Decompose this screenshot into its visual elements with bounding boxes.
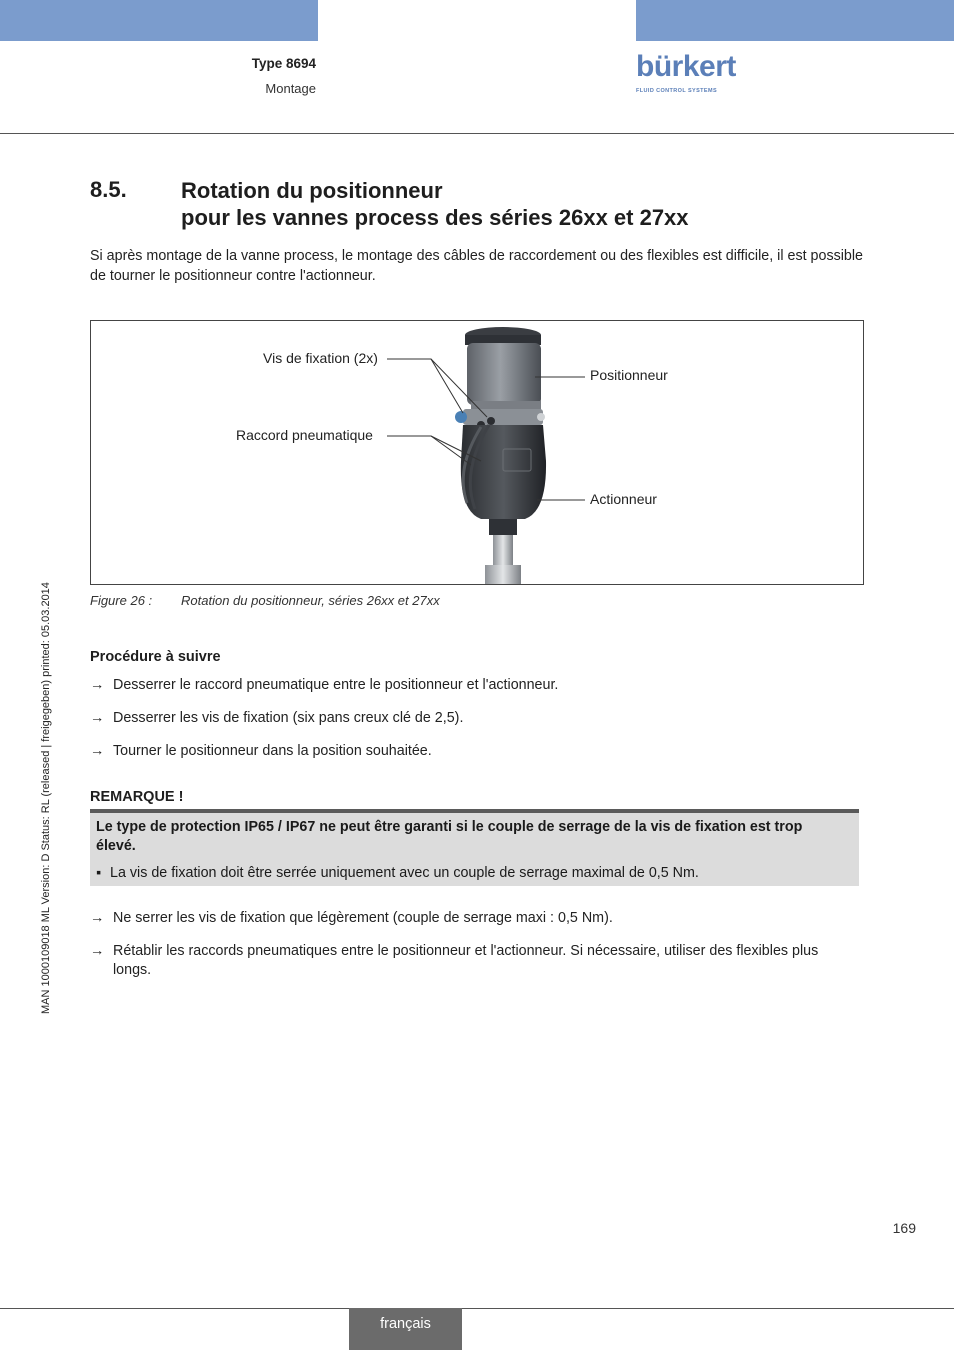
connection-block xyxy=(463,409,543,425)
arrow-icon: → xyxy=(90,943,105,959)
valve-base xyxy=(485,565,521,585)
label-actuator: Actionneur xyxy=(590,491,657,507)
figure-caption-number: Figure 26 : xyxy=(90,593,153,608)
valve-stem xyxy=(493,535,513,565)
positioner-illustration xyxy=(91,321,864,585)
step-text: Rétablir les raccords pneumatiques entre le positionneur et l'actionneur. Si nécessaire, utiliser des flexibles plus longs. xyxy=(113,943,819,978)
header-band-right xyxy=(636,0,954,41)
arrow-icon: → xyxy=(90,677,105,693)
logo-tagline: FLUID CONTROL SYSTEMS xyxy=(636,88,718,94)
chapter-label: Montage xyxy=(265,81,316,96)
step-text: Desserrer le raccord pneumatique entre le positionneur et l'actionneur. xyxy=(113,677,559,693)
step-text: Tourner le positionneur dans la position souhaitée. xyxy=(113,743,432,759)
label-screws: Vis de fixation (2x) xyxy=(263,350,378,366)
note-box xyxy=(90,809,859,886)
section-title-line2: pour les vannes process des séries 26xx et 27xx xyxy=(181,205,689,230)
port-1 xyxy=(487,417,495,425)
header-divider xyxy=(0,133,954,134)
label-positioner: Positionneur xyxy=(590,367,668,383)
procedure-step xyxy=(90,942,860,980)
section-title-line1: Rotation du positionneur xyxy=(181,178,443,203)
procedure-step xyxy=(90,709,860,728)
stem-collar xyxy=(489,519,517,535)
screw-right xyxy=(537,413,545,421)
page-number: 169 xyxy=(892,1220,916,1236)
procedure-step xyxy=(90,676,860,695)
leader-pneumatic xyxy=(387,436,471,465)
figure-box xyxy=(90,320,864,585)
note-bullet-text: La vis de fixation doit être serrée uniquement avec un couple de serrage maximal de 0,5 Nm. xyxy=(110,865,699,881)
screw-left xyxy=(455,411,467,423)
bullet-icon: ▪ xyxy=(96,865,102,881)
language-tab[interactable]: français xyxy=(349,1308,462,1350)
section-number: 8.5. xyxy=(90,177,127,202)
step-text: Ne serrer les vis de fixation que légèrement (couple de serrage maxi : 0,5 Nm). xyxy=(113,910,613,926)
label-pneumatic: Raccord pneumatique xyxy=(236,427,373,443)
header-band-left xyxy=(0,0,318,41)
arrow-icon: → xyxy=(90,743,105,759)
note-heading: REMARQUE ! xyxy=(90,789,184,805)
note-bullet-item xyxy=(96,865,699,881)
step-text: Desserrer les vis de fixation (six pans creux clé de 2,5). xyxy=(113,710,464,726)
burkert-logo xyxy=(636,50,736,96)
procedure-step xyxy=(90,909,860,928)
section-title xyxy=(181,177,689,231)
positioner-body xyxy=(467,343,541,405)
procedure-step xyxy=(90,742,860,761)
procedure-heading: Procédure à suivre xyxy=(90,649,221,665)
arrow-icon: → xyxy=(90,710,105,726)
arrow-icon: → xyxy=(90,910,105,926)
logo-wordmark: bürkert xyxy=(636,50,736,83)
figure-caption-text: Rotation du positionneur, séries 26xx et 27xx xyxy=(181,593,440,608)
intro-paragraph: Si après montage de la vanne process, le montage des câbles de raccordement ou des flexibles est difficile, il est possible de tourner le positionneur contre l'actionneur. xyxy=(90,248,863,284)
document-metadata: MAN 1000109018 ML Version: D Status: RL (released | freigegeben) printed: 05.03.2014 xyxy=(40,582,52,1014)
leader-screws xyxy=(387,359,463,413)
note-warning-text: Le type de protection IP65 / IP67 ne peut être garanti si le couple de serrage de la vis de fixation est trop élevé. xyxy=(96,819,803,854)
footer-divider xyxy=(0,1308,954,1309)
product-type: Type 8694 xyxy=(251,56,316,71)
